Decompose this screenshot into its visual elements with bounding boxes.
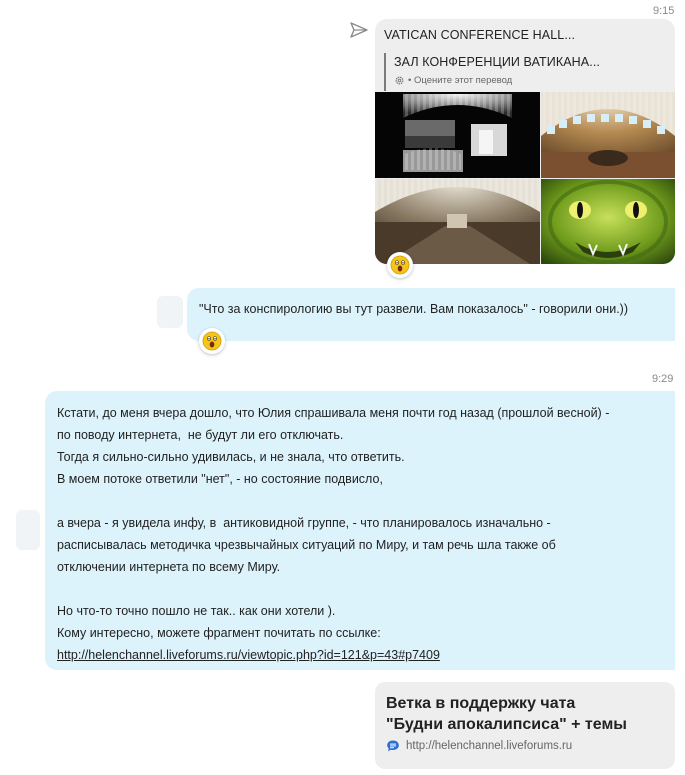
link-preview-url-row <box>386 739 664 753</box>
reaction-badge[interactable] <box>387 252 413 278</box>
sender-avatar-placeholder <box>157 296 183 328</box>
reaction-badge[interactable] <box>199 328 225 354</box>
message-line: отключении интернета по всему Миру. <box>57 560 281 574</box>
sent-arrow-icon <box>349 21 369 39</box>
message-line: по поводу интернета, не будут ли его отключать. <box>57 428 344 442</box>
rate-translation[interactable] <box>394 75 614 86</box>
message-line <box>57 490 663 512</box>
message-line: а вчера - я увидела инфу, в антиковидной группе, - что планировалось изначально - <box>57 516 551 530</box>
chat-bubble-icon <box>386 739 400 753</box>
timestamp: 9:29 <box>652 373 674 385</box>
message-line <box>57 578 663 600</box>
message-line: расписывалась методичка чрезвычайных ситуаций по Миру, и там речь шла также об <box>57 538 556 552</box>
message-text: "Что за конспирологию вы тут развели. Вам показалось" - говорили они.)) <box>199 302 628 316</box>
message-bubble[interactable] <box>187 288 675 341</box>
link-preview-title-line1: Ветка в поддержку чата <box>386 695 576 712</box>
message-link[interactable]: http://helenchannel.liveforums.ru/viewtopic.php?id=121&p=43#p7409 <box>57 648 440 662</box>
message-line: Кому интересно, можете фрагмент почитать по ссылке: <box>57 626 381 640</box>
forwarded-message-card[interactable] <box>375 19 675 264</box>
link-preview-card[interactable] <box>375 682 675 769</box>
message-line: Тогда я сильно-сильно удивилась, и не знала, что ответить. <box>57 450 405 464</box>
gear-icon <box>394 75 405 86</box>
link-preview-title-line2: "Будни апокалипсиса" + темы <box>386 716 627 733</box>
image-collage[interactable] <box>375 92 675 264</box>
sender-avatar-placeholder <box>16 510 40 550</box>
message-line: В моем потоке ответили "нет", - но состояние подвисло, <box>57 472 383 486</box>
message-line: Но что-то точно пошло не так.. как они хотели ). <box>57 604 336 618</box>
rate-translation-label: • Оцените этот перевод <box>408 75 513 86</box>
forwarded-title: VATICAN CONFERENCE HALL... <box>384 28 576 42</box>
translation-quote <box>384 53 614 91</box>
surprised-face-icon <box>202 331 222 351</box>
surprised-face-icon <box>390 255 410 275</box>
timestamp: 9:15 <box>653 5 675 17</box>
link-preview-url: http://helenchannel.liveforums.ru <box>406 740 573 752</box>
message-line: Кстати, до меня вчера дошло, что Юлия спрашивала меня почти год назад (прошлой весной) - <box>57 406 610 420</box>
translated-title: ЗАЛ КОНФЕРЕНЦИИ ВАТИКАНА... <box>394 55 600 69</box>
message-bubble[interactable] <box>45 391 675 670</box>
